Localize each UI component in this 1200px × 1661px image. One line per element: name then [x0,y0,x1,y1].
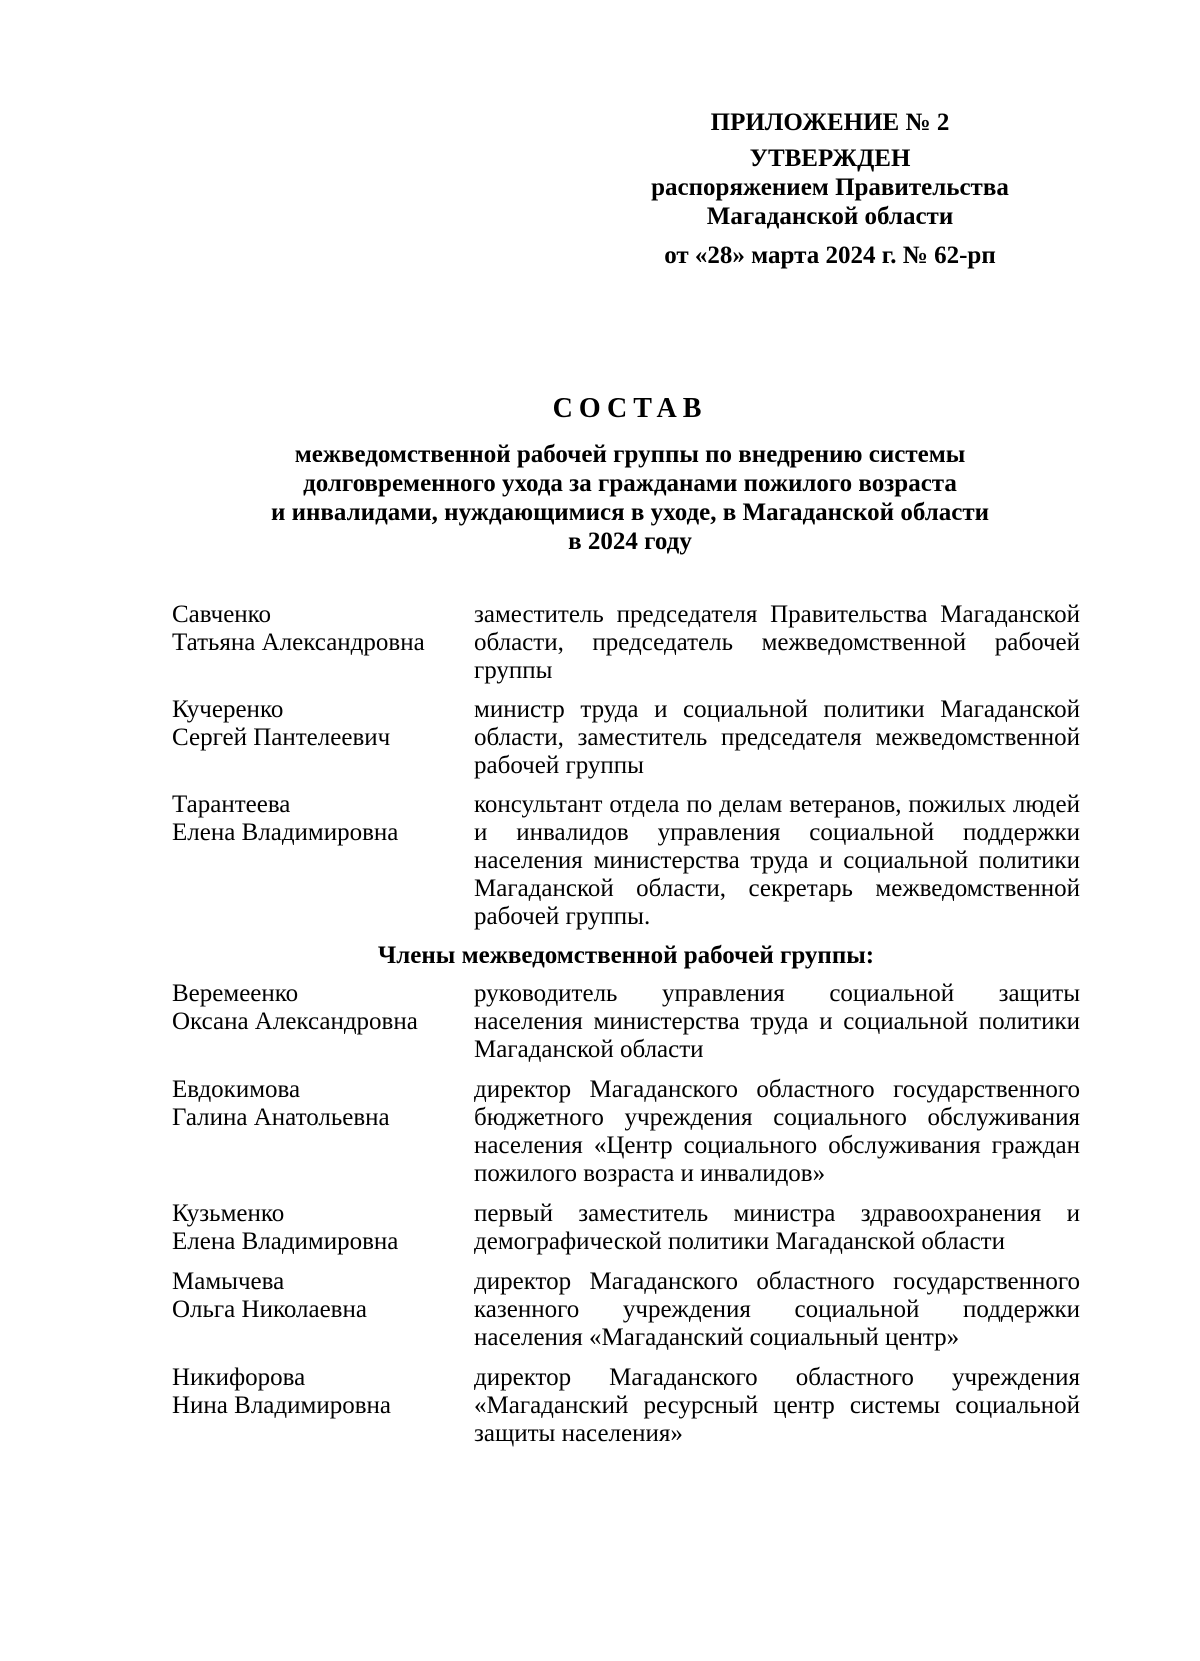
member-roster [172,601,1080,1460]
member-name [172,1364,474,1448]
member-surname: Кучеренко [172,696,284,723]
member-role: директор Магаданского областного государственного казенного учреждения социальной поддержки населения «Магаданский социальный центр» [474,1268,1080,1351]
member-name [172,980,474,1064]
subtitle-line: и инвалидами, нуждающимися в уходе, в Магаданской области [270,499,990,526]
list-item [172,980,1080,1064]
member-role: консультант отдела по делам ветеранов, пожилых людей и инвалидов управления социальной поддержки населения министерства труда и социальной политики Магаданской области, секретарь межведомственной рабочей группы. [474,791,1080,930]
member-given-name: Сергей Пантелеевич [172,724,391,751]
member-given-name: Галина Анатольевна [172,1104,390,1131]
member-given-name: Нина Владимировна [172,1392,391,1419]
members-heading: Члены межведомственной рабочей группы: [377,942,875,969]
member-role: руководитель управления социальной защиты населения министерства труда и социальной политики Магаданской области [474,980,1080,1063]
page-title: СОСТАВ [552,393,708,424]
list-item [172,696,1080,780]
approval-block [630,108,1030,270]
title-block [220,392,1040,556]
member-role: директор Магаданского областного учреждения «Магаданский ресурсный центр системы социальной защиты населения» [474,1364,1080,1447]
member-surname: Мамычева [172,1268,285,1295]
member-name [172,601,474,685]
leadership-list [172,601,1080,931]
member-surname: Кузьменко [172,1200,285,1227]
approved-label: УТВЕРЖДЕН [749,145,911,172]
member-surname: Савченко [172,601,272,628]
member-role: первый заместитель министра здравоохранения и демографической политики Магаданской области [474,1200,1080,1255]
member-name [172,791,474,931]
member-given-name: Елена Владимировна [172,819,399,846]
member-name [172,696,474,780]
order-date: от «28» марта 2024 г. № 62-рп [664,242,996,269]
member-surname: Евдокимова [172,1076,301,1103]
appendix-number: ПРИЛОЖЕНИЕ № 2 [710,109,950,136]
members-list [172,980,1080,1448]
member-role: заместитель председателя Правительства Магаданской области, председатель межведомственной рабочей группы [474,601,1080,684]
list-item [172,1364,1080,1448]
list-item [172,601,1080,685]
member-name [172,1200,474,1256]
list-item [172,1076,1080,1188]
list-item [172,1200,1080,1256]
member-given-name: Елена Владимировна [172,1228,399,1255]
approved-by-line-1: распоряжением Правительства [651,174,1009,201]
subtitle-line: межведомственной рабочей группы по внедрению системы [294,441,966,468]
subtitle-line: в 2024 году [568,528,692,555]
member-given-name: Татьяна Александровна [172,629,425,656]
list-item [172,1268,1080,1352]
approved-by-line-2: Магаданской области [706,203,954,230]
member-surname: Никифорова [172,1364,306,1391]
member-surname: Веремеенко [172,980,299,1007]
member-given-name: Оксана Александровна [172,1008,418,1035]
member-given-name: Ольга Николаевна [172,1296,367,1323]
member-name [172,1268,474,1352]
member-name [172,1076,474,1188]
list-item [172,791,1080,931]
page-subtitle [220,440,1040,556]
member-role: директор Магаданского областного государственного бюджетного учреждения социального обслуживания населения «Центр социального обслуживания граждан пожилого возраста и инвалидов» [474,1076,1080,1187]
member-surname: Тарантеева [172,791,291,818]
subtitle-line: долговременного ухода за гражданами пожилого возраста [303,470,957,497]
member-role: министр труда и социальной политики Магаданской области, заместитель председателя межведомственной рабочей группы [474,696,1080,779]
